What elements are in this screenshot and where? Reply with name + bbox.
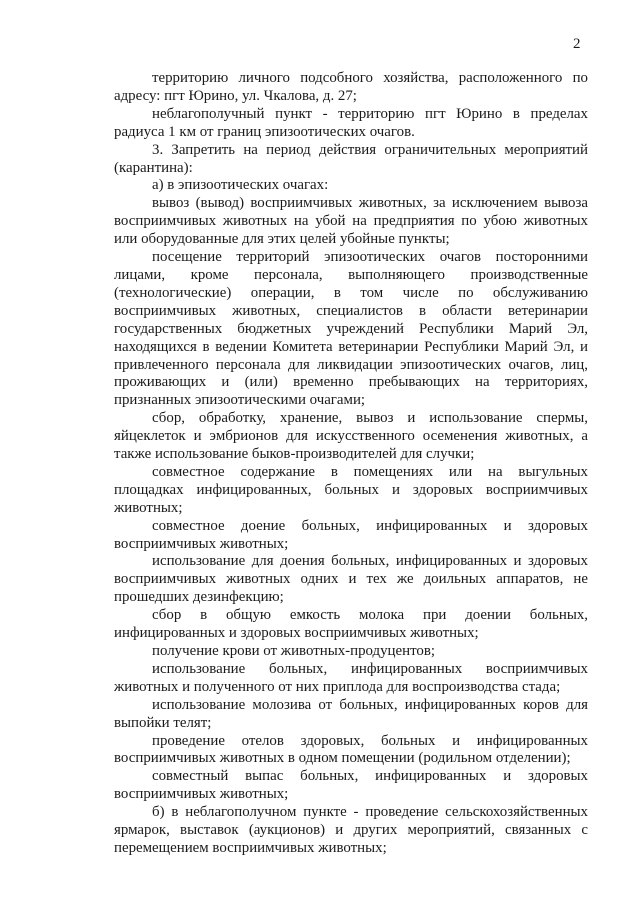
paragraph: использование для доения больных, инфицированных и здоровых восприимчивых животных одних и тех же доильных аппаратов, не прошедших дезинфекцию; bbox=[114, 553, 588, 606]
paragraph: получение крови от животных-продуцентов; bbox=[152, 643, 436, 659]
paragraph: территорию личного подсобного хозяйства, расположенного по адресу: пгт Юрино, ул. Чкалова, д. 27; bbox=[114, 70, 588, 104]
paragraph: посещение территорий эпизоотических очагов посторонними лицами, кроме персонала, выполняющего производственные (технологические) операции, в том числе по обслуживанию восприимчивых животных, специалистов в области ветеринарии государственных бюджетных учреждений Республики Марий Эл, находящихся в ведении Комитета ветеринарии Республики Марий Эл, и привлеченного персонала для ликвидации эпизоотических очагов, лиц, проживающих и (или) временно пребывающих на территориях, признанных эпизоотическими очагами; bbox=[114, 249, 588, 409]
paragraph: 3. Запретить на период действия ограничительных мероприятий (карантина): bbox=[114, 141, 588, 176]
paragraph: б) в неблагополучном пункте - проведение сельскохозяйственных ярмарок, выставок (аукционов) и других мероприятий, связанных с перемещением восприимчивых животных; bbox=[114, 804, 588, 856]
paragraph: вывоз (вывод) восприимчивых животных, за исключением вывоза восприимчивых животных на убой на предприятия по убою животных или оборудованные для этих целей убойные пункты; bbox=[114, 195, 588, 248]
paragraph: использование больных, инфицированных восприимчивых животных и полученного от них приплода для воспроизводства стада; bbox=[114, 660, 588, 695]
paragraph: сбор в общую емкость молока при доении больных, инфицированных и здоровых восприимчивых животных; bbox=[114, 607, 588, 642]
paragraph: а) в эпизоотических очагах: bbox=[152, 177, 329, 194]
paragraph: использование молозива от больных, инфицированных коров для выпойки телят; bbox=[114, 696, 588, 731]
paragraph: неблагополучный пункт - территорию пгт Юрино в пределах радиуса 1 км от границ эпизоотических очагов. bbox=[114, 105, 588, 140]
paragraph: сбор, обработку, хранение, вывоз и использование спермы, яйцеклеток и эмбрионов для искусственного осеменения животных, а также использование быков-производителей для случки; bbox=[114, 410, 588, 463]
paragraph: совместное содержание в помещениях или на выгульных площадках инфицированных, больных и здоровых восприимчивых животных; bbox=[114, 463, 588, 516]
paragraph: совместное доение больных, инфицированных и здоровых восприимчивых животных; bbox=[114, 517, 588, 552]
paragraph: проведение отелов здоровых, больных и инфицированных восприимчивых животных в одном помещении (родильном отделении); bbox=[114, 732, 588, 767]
paragraph: совместный выпас больных, инфицированных и здоровых восприимчивых животных; bbox=[114, 768, 588, 803]
page-number: 2 bbox=[573, 36, 581, 52]
document-body bbox=[114, 70, 588, 858]
